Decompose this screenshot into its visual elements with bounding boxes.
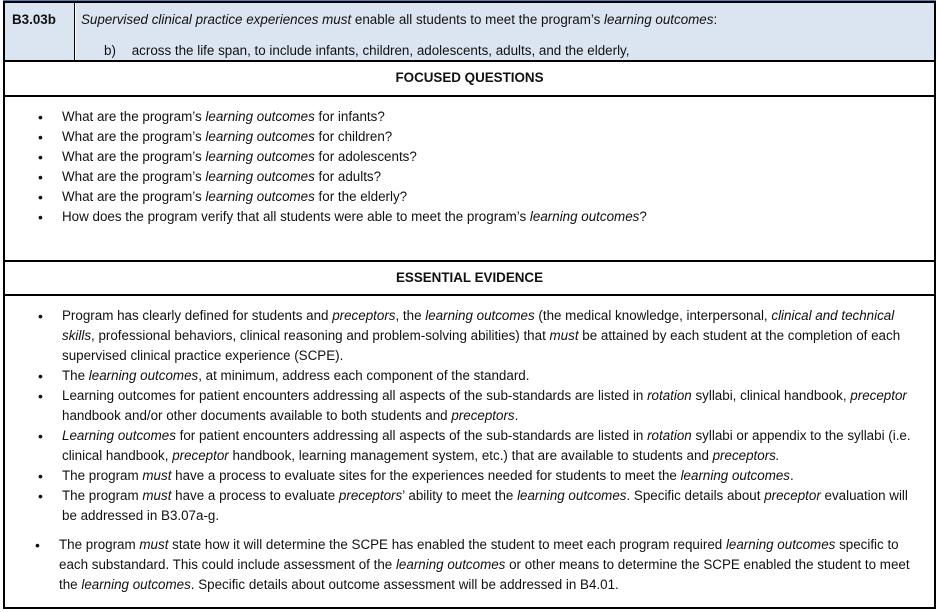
list-item-text: [62, 488, 908, 523]
italic-term: preceptor: [850, 388, 907, 403]
text-run: syllabi or appendix to the syllabi (i.e. clinical handbook,: [62, 428, 911, 463]
substandard-text: across the life span, to include infants, children, adolescents, adults, and the elderly,: [131, 43, 630, 58]
list-item: [38, 426, 918, 466]
text-run: for infants?: [314, 109, 385, 124]
list-item-text: [62, 368, 529, 383]
italic-term: learning outcomes: [425, 308, 535, 323]
standard-header-row: [5, 3, 934, 62]
text-run: for children?: [314, 129, 393, 144]
list-item: [38, 306, 918, 366]
standard-statement: [81, 12, 717, 27]
list-item-text: [62, 209, 647, 224]
text-run: What are the program’s: [62, 149, 206, 164]
text-run: The program: [62, 468, 143, 483]
essential-evidence-final-list: [35, 535, 920, 595]
substandard-line: [104, 43, 629, 58]
italic-term: learning outcomes: [395, 557, 506, 572]
text-run: The: [62, 368, 89, 383]
list-item-text: [62, 149, 417, 164]
text-run: handbook, learning management system, etc.) that are available to students and: [228, 448, 713, 463]
italic-term: must: [322, 12, 352, 27]
list-item: [38, 127, 918, 147]
text-run: Learning outcomes for patient encounters addressing all aspects of the sub-standards are listed in: [62, 388, 648, 403]
italic-term: preceptor: [764, 488, 821, 503]
text-run: have a process to evaluate sites for the experiences needed for students to meet the: [171, 468, 681, 483]
text-run: for the elderly?: [314, 189, 408, 204]
bullet-icon: •: [38, 129, 43, 145]
bullet-icon: •: [38, 189, 43, 205]
italic-term: learning outcomes: [205, 169, 315, 184]
bullet-icon: •: [38, 488, 43, 504]
text-run: What are the program’s: [62, 129, 206, 144]
text-run: :: [713, 12, 718, 27]
text-run: enable all students to meet the program’s: [351, 12, 605, 27]
bullet-icon: •: [38, 209, 43, 225]
text-run: . Specific details about outcome assessment will be addressed in B4.01.: [190, 577, 619, 592]
list-item-text: [62, 468, 794, 483]
italic-term: learning outcomes: [205, 189, 315, 204]
list-item-text: [62, 189, 407, 204]
italic-term: learning outcomes: [205, 129, 315, 144]
text-run: Program has clearly defined for students and: [62, 308, 333, 323]
italic-term: clinical and technical skills: [62, 308, 895, 343]
text-run: ’ ability to meet the: [402, 488, 518, 503]
italic-term: preceptors: [451, 408, 515, 423]
text-run: ?: [639, 209, 647, 224]
bullet-icon: •: [38, 308, 43, 324]
text-run: state how it will determine the SCPE has enabled the student to meet each program required: [168, 537, 726, 552]
italic-term: learning outcomes: [205, 109, 315, 124]
bullet-icon: •: [38, 388, 43, 404]
bullet-icon: •: [35, 537, 40, 553]
list-item-text: [62, 109, 385, 124]
text-run: , at minimum, address each component of the standard.: [198, 368, 530, 383]
text-run: What are the program’s: [62, 189, 206, 204]
italic-term: must: [142, 468, 172, 483]
substandard-label: b): [104, 43, 116, 58]
italic-term: learning outcomes: [88, 368, 199, 383]
italic-term: learning outcomes: [604, 12, 714, 27]
text-run: specific to each substandard. This could include assessment of the: [59, 537, 899, 572]
text-run: .: [514, 408, 519, 423]
italic-term: learning outcomes: [725, 537, 836, 552]
bullet-icon: •: [38, 368, 43, 384]
italic-term: preceptors: [338, 488, 403, 503]
focused-questions-list: [38, 107, 918, 227]
list-item: [38, 107, 918, 127]
list-item: [35, 535, 920, 595]
italic-term: learning outcomes: [517, 488, 627, 503]
bullet-icon: •: [38, 468, 43, 484]
list-item: [38, 386, 918, 426]
list-item-text: [62, 169, 381, 184]
list-item-text: [62, 388, 907, 423]
text-run: or other means to determine the SCPE enabled the student to meet the: [59, 557, 910, 592]
text-run: , professional behaviors, clinical reasoning and problem-solving abilities) that: [91, 328, 550, 343]
text-run: evaluation will be addressed in B3.07a-g.: [62, 488, 908, 523]
italic-term: must: [139, 537, 169, 552]
italic-term: rotation: [647, 428, 692, 443]
list-item-text: [62, 129, 392, 144]
text-run: be attained by each student at the completion of each supervised clinical practice experience (SCPE).: [62, 328, 901, 363]
text-run: . Specific details about: [626, 488, 765, 503]
list-item: [38, 187, 918, 207]
text-run: for adults?: [314, 169, 382, 184]
text-run: The program: [59, 537, 140, 552]
italic-term: must: [142, 488, 172, 503]
list-item-text: [59, 537, 910, 592]
bullet-icon: •: [38, 169, 43, 185]
text-run: How does the program verify that all students were able to meet the program’s: [62, 209, 530, 224]
text-run: What are the program’s: [62, 109, 206, 124]
bullet-icon: •: [38, 428, 43, 444]
italic-term: preceptor: [172, 448, 229, 463]
italic-term: preceptors: [332, 308, 396, 323]
standard-table: [3, 1, 936, 609]
italic-term: learning outcomes: [81, 577, 191, 592]
italic-term: rotation: [647, 388, 692, 403]
list-item-text: [62, 428, 911, 463]
bullet-icon: •: [38, 149, 43, 165]
list-item: [38, 466, 918, 486]
italic-term: Learning outcomes: [62, 428, 176, 443]
focused-questions-heading: FOCUSED QUESTIONS: [5, 63, 934, 97]
italic-term: must: [549, 328, 579, 343]
list-item: [38, 147, 918, 167]
essential-evidence-heading: ESSENTIAL EVIDENCE: [5, 260, 934, 296]
text-run: have a process to evaluate: [171, 488, 339, 503]
standard-statement-cell: [76, 3, 934, 60]
list-item: [38, 486, 918, 526]
text-run: What are the program’s: [62, 169, 206, 184]
text-run: syllabi, clinical handbook,: [691, 388, 851, 403]
list-item: [38, 207, 918, 227]
italic-term: learning outcomes: [680, 468, 790, 483]
italic-term: learning outcomes: [529, 209, 640, 224]
bullet-icon: •: [38, 109, 43, 125]
essential-evidence-list: [38, 306, 918, 526]
list-item: [38, 366, 918, 386]
list-item-text: [62, 308, 900, 363]
text-run: for adolescents?: [314, 149, 417, 164]
text-run: for patient encounters addressing all aspects of the sub-standards are listed in: [175, 428, 648, 443]
text-run: (the medical knowledge, interpersonal,: [534, 308, 772, 323]
text-run: , the: [395, 308, 426, 323]
italic-term: learning outcomes: [205, 149, 315, 164]
italic-term: Supervised clinical practice experiences: [81, 12, 323, 27]
list-item: [38, 167, 918, 187]
italic-term: preceptors.: [712, 448, 780, 463]
text-run: handbook and/or other documents available to both students and: [62, 408, 452, 423]
text-run: The program: [62, 488, 143, 503]
text-run: .: [790, 468, 794, 483]
standard-id: B3.03b: [5, 3, 75, 60]
